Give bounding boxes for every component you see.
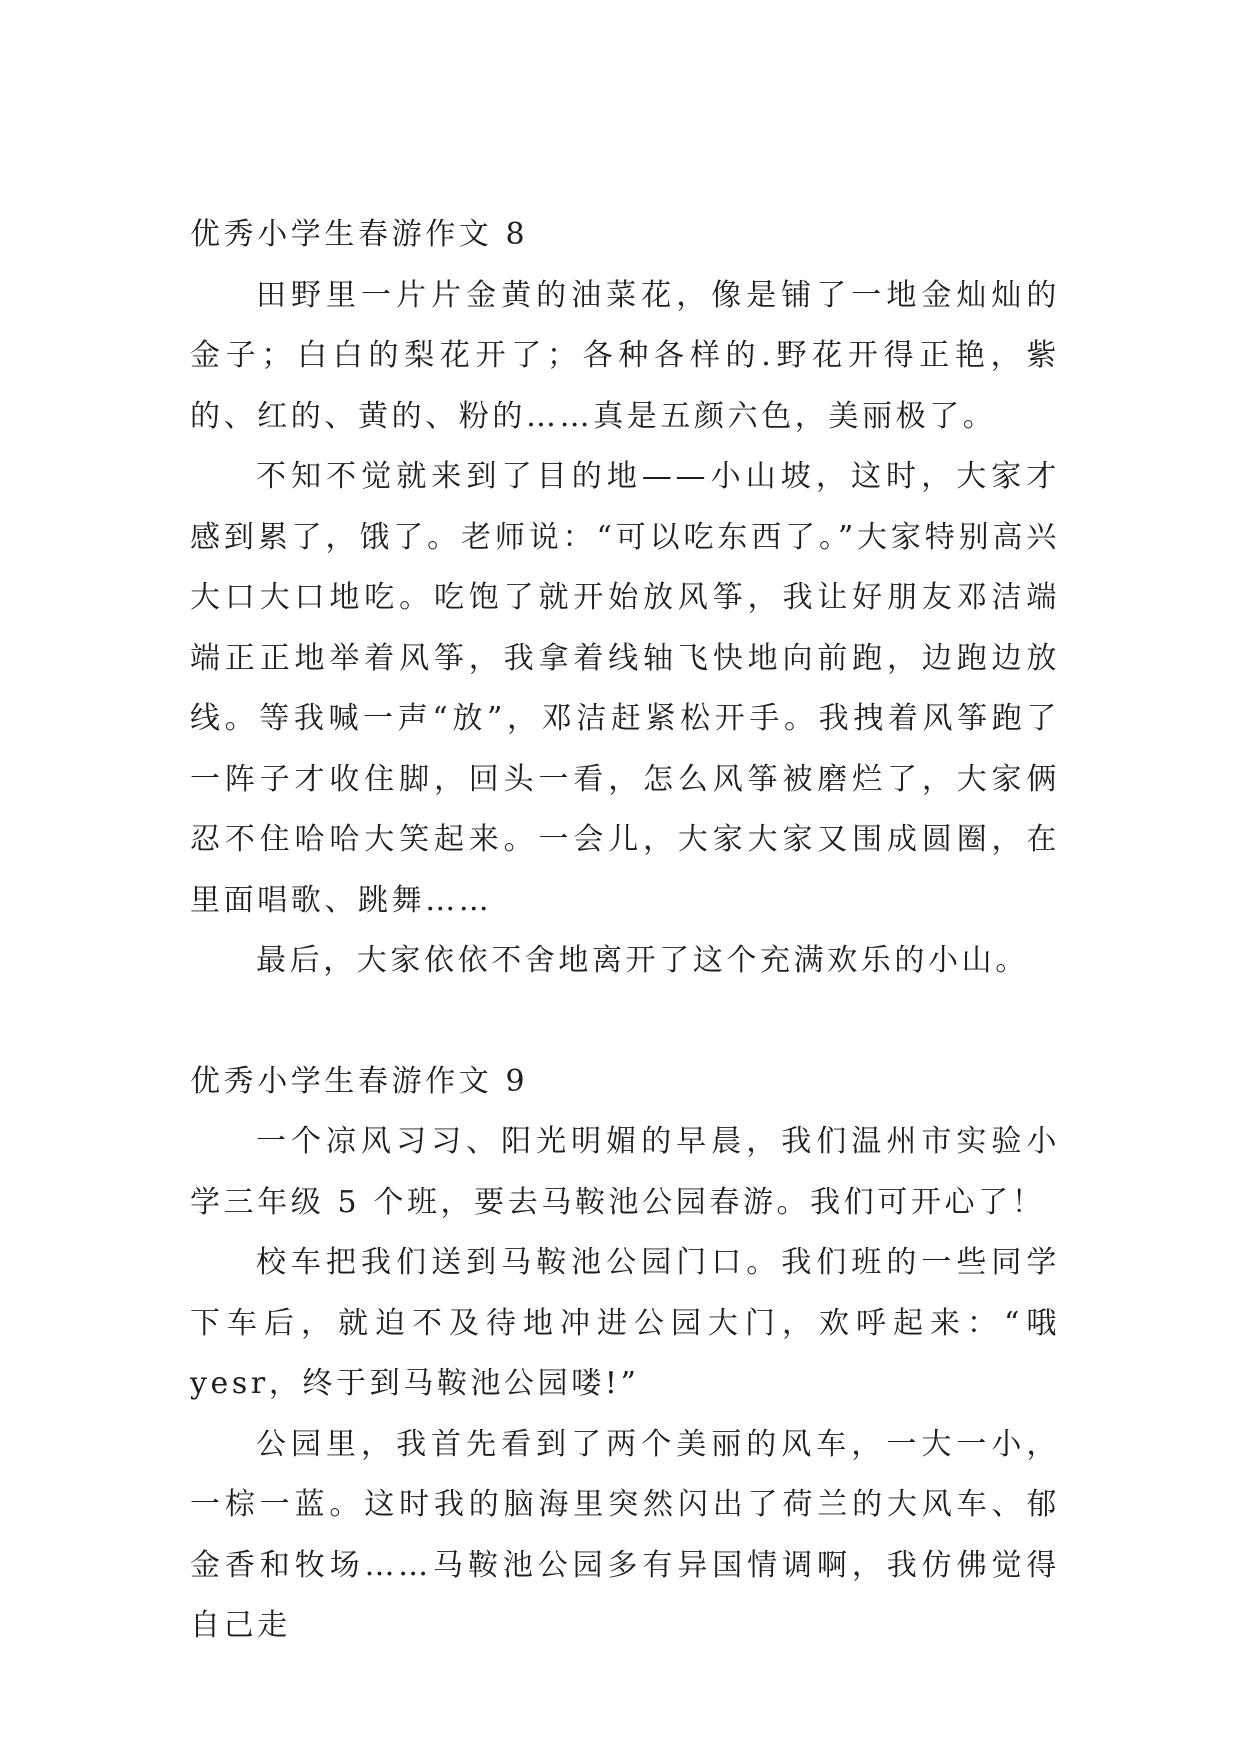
section-spacer: [190, 992, 1060, 1052]
essay-section: [190, 205, 1060, 992]
essay-section: [190, 1052, 1060, 1657]
paragraph: 田野里一片片金黄的油菜花，像是铺了一地金灿灿的金子；白白的梨花开了；各种各样的.野花开得正艳，紫的、红的、黄的、粉的……真是五颜六色，美丽极了。: [190, 277, 1060, 434]
paragraph: 校车把我们送到马鞍池公园门口。我们班的一些同学下车后，就迫不及待地冲进公园大门，欢呼起来：“哦 yesr，终于到马鞍池公园喽!”: [190, 1245, 1060, 1401]
section-title: 优秀小学生春游作文 9: [190, 1063, 529, 1099]
section-title: 优秀小学生春游作文 8: [190, 217, 529, 252]
paragraph: 最后，大家依依不舍地离开了这个充满欢乐的小山。: [256, 943, 1029, 978]
paragraph: 一个凉风习习、阳光明媚的早晨，我们温州市实验小学三年级 5 个班，要去马鞍池公园春游。我们可开心了！: [190, 1124, 1060, 1220]
document-body: [190, 205, 1060, 1657]
paragraph: 公园里，我首先看到了两个美丽的风车，一大一小，一棕一蓝。这时我的脑海里突然闪出了荷兰的大风车、郁金香和牧场……马鞍池公园多有异国情调啊，我仿佛觉得自己走: [190, 1426, 1060, 1643]
paragraph: 不知不觉就来到了目的地——小山坡，这时，大家才感到累了，饿了。老师说：“可以吃东西了。”大家特别高兴大口大口地吃。吃饱了就开始放风筝，我让好朋友邓洁端端正正地举着风筝，我拿着线轴飞快地向前跑，边跑边放线。等我喊一声“放”，邓洁赶紧松开手。我拽着风筝跑了一阵子才收住脚，回头一看，怎么风筝被磨烂了，大家俩忍不住哈哈大笑起来。一会儿，大家大家又围成圆圈，在里面唱歌、跳舞……: [190, 459, 1060, 918]
